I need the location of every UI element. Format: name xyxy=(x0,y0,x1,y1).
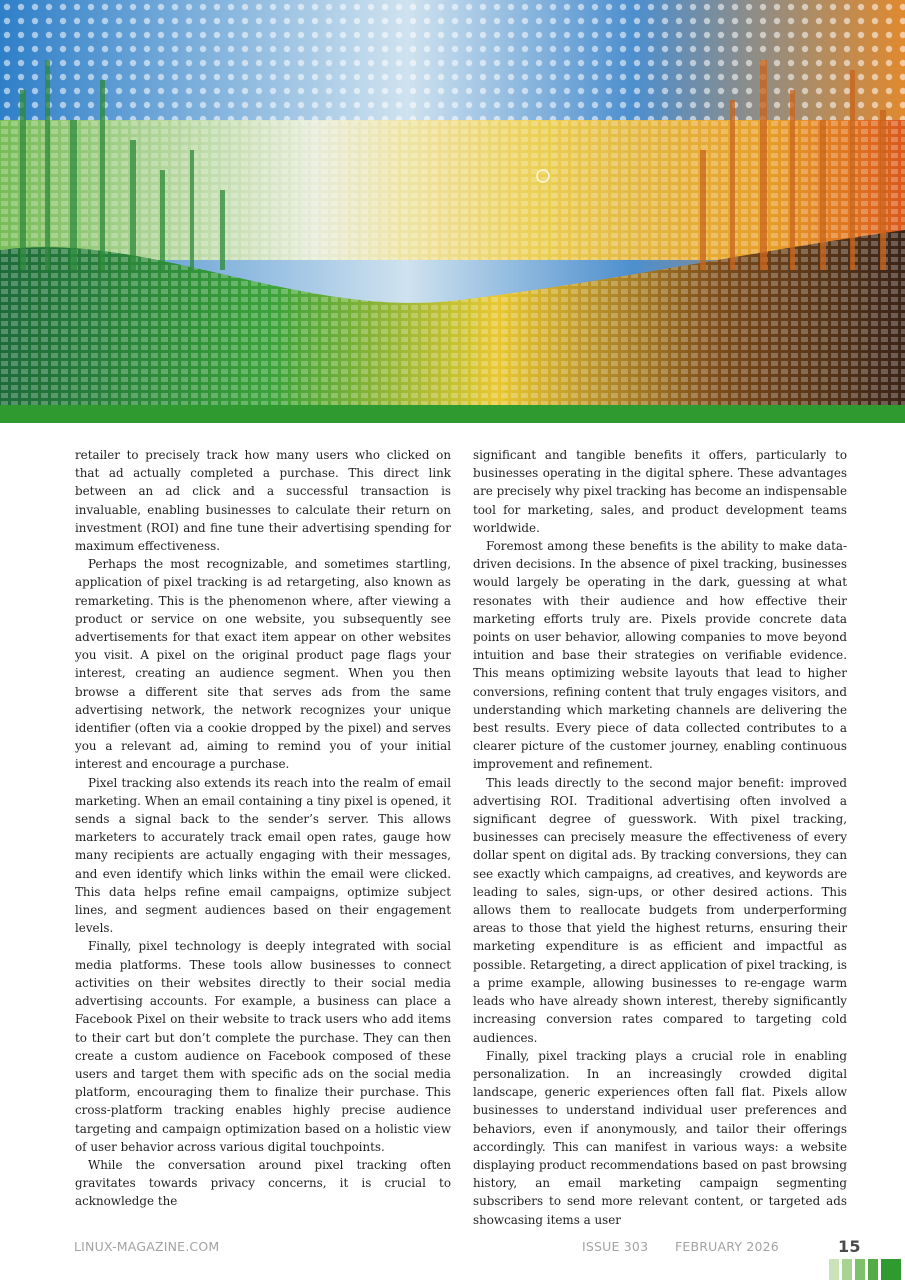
paragraph: Finally, pixel technology is deeply integrated with social media platforms. These tools allow businesses to connect activities on their websites directly to their social media advertising accounts. For example, a business can place a Facebook Pixel on their website to track users who add items to their cart but don’t complete the purchase. They can then create a custom audience on Facebook composed of these users and target them with specific ads on the social media platform, encouraging them to finalize their purchase. This cross-platform tracking enables highly precise audience targeting and campaign optimization based on a holistic view of user behavior across various digital touchpoints. xyxy=(75,939,451,1154)
paragraph: Foremost among these benefits is the ability to make data-driven decisions. In the absence of pixel tracking, businesses would largely be operating in the dark, guessing at what resonates with their audience and how effective their marketing efforts truly are. Pixels provide concrete data points on user behavior, allowing companies to move beyond intuition and base their strategies on verifiable evidence. This means optimizing website layouts that lead to higher conversions, refining content that truly engages visitors, and understanding which marketing channels are delivering the best results. Every piece of data collected contributes to a clearer picture of the customer journey, enabling continuous improvement and refinement. xyxy=(473,539,847,772)
article-right-column xyxy=(473,446,847,1229)
section-divider-bar xyxy=(0,405,905,423)
hero-illustration xyxy=(0,0,905,405)
paragraph: While the conversation around pixel tracking often gravitates towards privacy concerns, it is crucial to acknowledge the xyxy=(75,1157,451,1209)
page-number: 15 xyxy=(838,1237,861,1256)
footer-issue: ISSUE 303 xyxy=(582,1239,649,1254)
paragraph: This leads directly to the second major benefit: improved advertising ROI. Traditional advertising often involved a significant degree of guesswork. With pixel tracking, businesses can precisely measure the effectiveness of every dollar spent on digital ads. By tracking conversions, they can see exactly which campaigns, ad creatives, and keywords are leading to sales, sign-ups, or other desired actions. This allows them to reallocate budgets from underperforming areas to those that yield the highest returns, ensuring their marketing expenditure is as efficient and impactful as possible. Retargeting, a direct application of pixel tracking, is a prime example, allowing businesses to re-engage warm leads who have already shown interest, thereby significantly increasing conversion rates compared to targeting cold audiences. xyxy=(473,775,847,1045)
paragraph: Finally, pixel tracking plays a crucial role in enabling personalization. In an increasingly crowded digital landscape, generic experiences often fall flat. Pixels allow businesses to understand individual user preferences and behaviors, even if anonymously, and tailor their offerings accordingly. This can manifest in various ways: a website displaying product recommendations based on past browsing history, an email marketing campaign segmenting subscribers to send more relevant content, or targeted ads showcasing items a user xyxy=(473,1048,847,1227)
footer-date: FEBRUARY 2026 xyxy=(675,1239,779,1254)
footer-site-url: LINUX-MAGAZINE.COM xyxy=(74,1239,220,1254)
footer-decoration-squares xyxy=(829,1259,901,1280)
article-left-column xyxy=(75,446,451,1211)
paragraph: Pixel tracking also extends its reach into the realm of email marketing. When an email containing a tiny pixel is opened, it sends a signal back to the sender’s server. This allows marketers to accurately track email open rates, gauge how many recipients are actually engaging with their messages, and even identify which links within the email were clicked. This data helps refine email campaigns, optimize subject lines, and segment audiences based on their engagement levels. xyxy=(75,775,451,936)
paragraph: retailer to precisely track how many users who clicked on that ad actually completed a purchase. This direct link between an ad click and a successful transaction is invaluable, enabling businesses to calculate their return on investment (ROI) and fine tune their advertising spending for maximum effectiveness. xyxy=(75,448,451,554)
paragraph: Perhaps the most recognizable, and sometimes startling, application of pixel tracking is ad retargeting, also known as remarketing. This is the phenomenon where, after viewing a product or service on one website, you subsequently see advertisements for that exact item appear on other websites you visit. A pixel on the original product page flags your interest, creating an audience segment. When you then browse a different site that serves ads from the same advertising network, the network recognizes your unique identifier (often via a cookie dropped by the pixel) and serves you a relevant ad, aiming to remind you of your initial interest and encourage a purchase. xyxy=(75,557,451,772)
paragraph: significant and tangible benefits it offers, particularly to businesses operating in the digital sphere. These advantages are precisely why pixel tracking has become an indispensable tool for marketing, sales, and product development teams worldwide. xyxy=(473,448,847,535)
